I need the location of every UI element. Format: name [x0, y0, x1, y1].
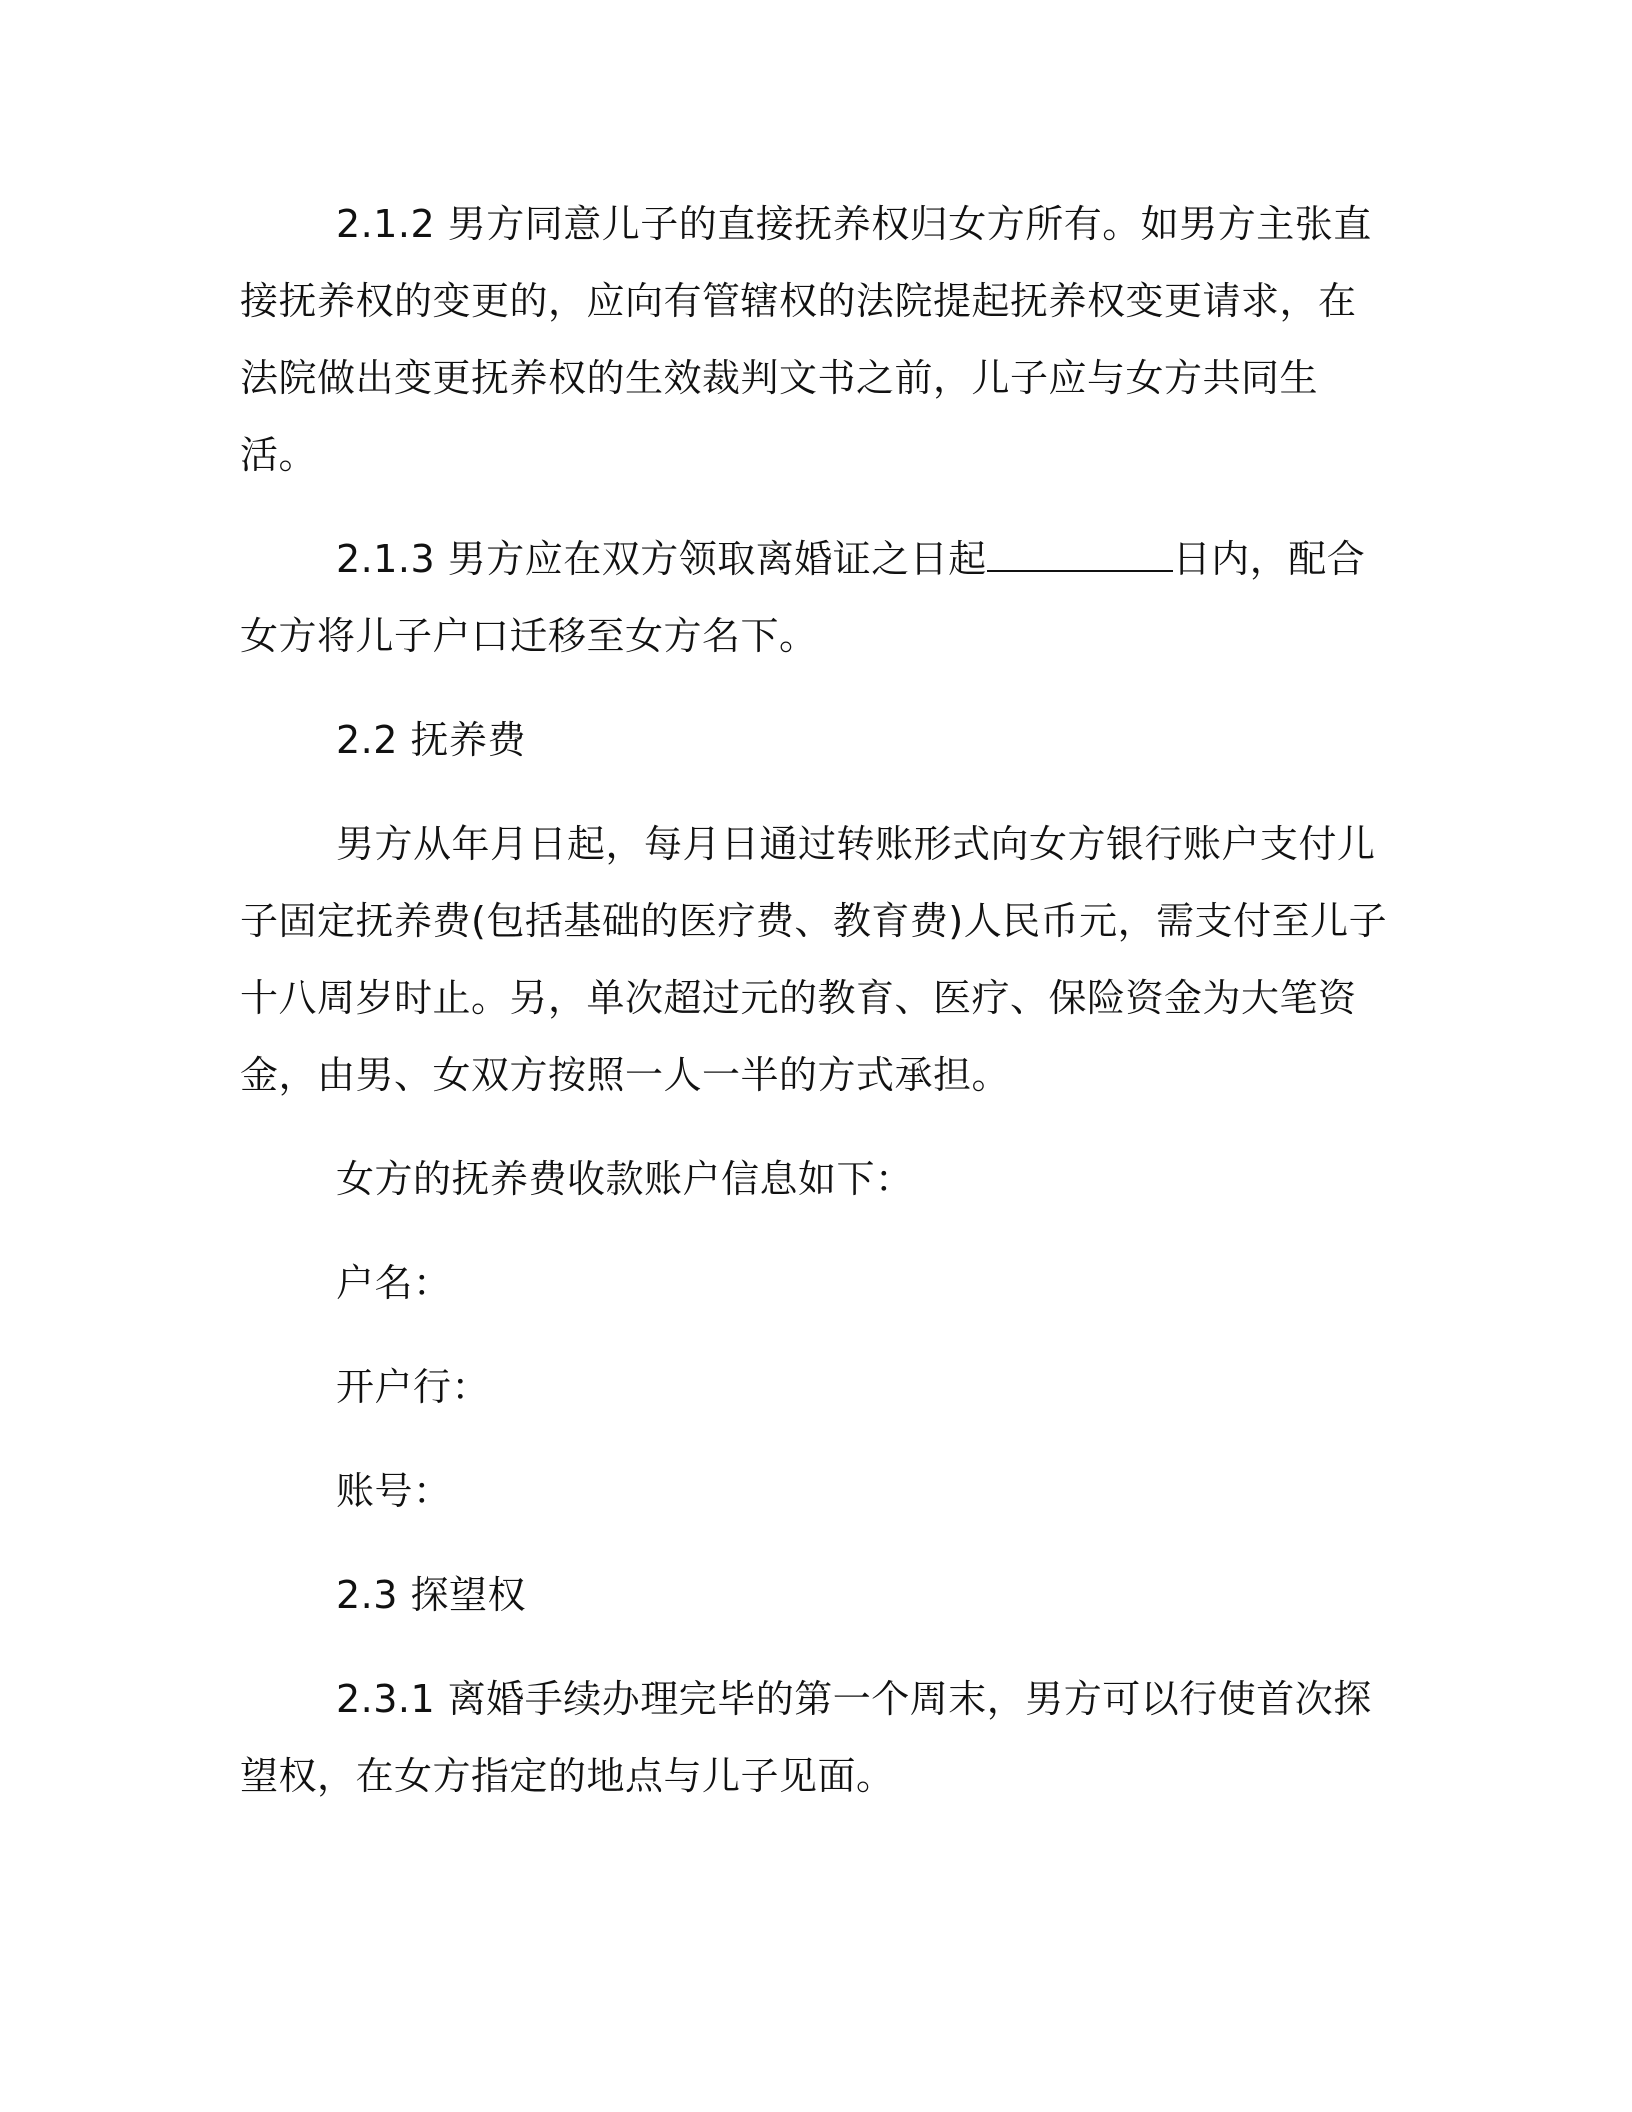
- section-2-2-heading: 2.2 抚养费: [336, 718, 527, 762]
- clause-2-1-3-tail: 日内，配合女方将儿子户口迁移至女方名下。: [240, 537, 1366, 658]
- account-info-intro: 女方的抚养费收款账户信息如下：: [336, 1157, 914, 1201]
- days-blank-field: [987, 540, 1173, 572]
- section-2-3-heading: 2.3 探望权: [336, 1573, 527, 1617]
- clause-2-3-1: 2.3.1 离婚手续办理完毕的第一个周末，男方可以行使首次探望权，在女方指定的地点与儿子见面。: [240, 1677, 1372, 1798]
- support-payment-clause: 男方从年月日起，每月日通过转账形式向女方银行账户支付儿子固定抚养费(包括基础的医疗费、教育费)人民币元，需支付至儿子十八周岁时止。另，单次超过元的教育、医疗、保险资金为大笔资金，由男、女双方按照一人一半的方式承担。: [240, 822, 1388, 1097]
- clause-2-1-3: [240, 521, 1390, 675]
- document-page: [240, 186, 1390, 1815]
- account-name-label: 户名：: [336, 1261, 452, 1305]
- bank-label: 开户行：: [336, 1365, 491, 1409]
- clause-2-1-3-lead: 2.1.3 男方应在双方领取离婚证之日起: [336, 537, 987, 581]
- clause-2-1-2: 2.1.2 男方同意儿子的直接抚养权归女方所有。如男方主张直接抚养权的变更的，应向有管辖权的法院提起抚养权变更请求，在法院做出变更抚养权的生效裁判文书之前，儿子应与女方共同生活。: [240, 202, 1372, 477]
- account-number-label: 账号：: [336, 1469, 452, 1513]
